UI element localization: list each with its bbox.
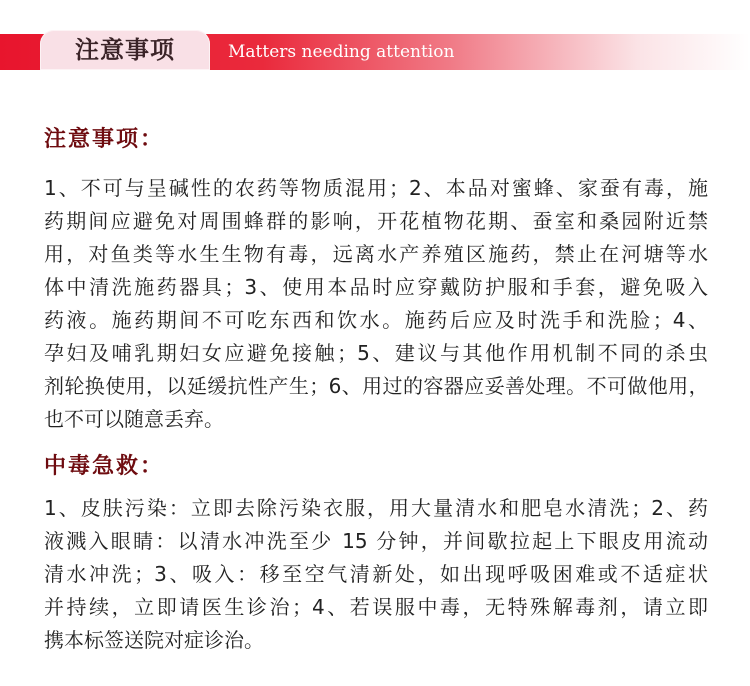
paragraph-line: 用，对鱼类等水生生物有毒，远离水产养殖区施药，禁止在河塘等水: [44, 242, 708, 266]
section-heading-first-aid: 中毒急救：: [44, 454, 165, 479]
paragraph-line: 也不可以随意丢弃。: [44, 407, 224, 431]
paragraph-line: 液溅入眼睛：以清水冲洗至少 15 分钟，并间歇拉起上下眼皮用流动: [44, 529, 708, 553]
banner-subtitle: Matters needing attention: [228, 42, 455, 62]
paragraph-line: 清水冲洗；3、吸入：移至空气清新处，如出现呼吸困难或不适症状: [44, 562, 708, 586]
paragraph-line: 1、不可与呈碱性的农药等物质混用；2、本品对蜜蜂、家蚕有毒，施: [44, 176, 708, 200]
banner-title: 注意事项: [75, 36, 175, 64]
paragraph-line: 药期间应避免对周围蜂群的影响，开花植物花期、蚕室和桑园附近禁: [44, 209, 708, 233]
paragraph-line: 孕妇及哺乳期妇女应避免接触；5、建议与其他作用机制不同的杀虫: [44, 341, 708, 365]
paragraph-line: 体中清洗施药器具；3、使用本品时应穿戴防护服和手套，避免吸入: [44, 275, 708, 299]
paragraph-line: 1、皮肤污染：立即去除污染衣服，用大量清水和肥皂水清洗；2、药: [44, 496, 708, 520]
paragraph-line: 并持续，立即请医生诊治；4、若误服中毒，无特殊解毒剂，请立即: [44, 595, 708, 619]
paragraph-line: 剂轮换使用，以延缓抗性产生；6、用过的容器应妥善处理。不可做他用，: [44, 374, 708, 398]
paragraph-line: 携本标签送院对症诊治。: [44, 628, 264, 652]
paragraph-line: 药液。施药期间不可吃东西和饮水。施药后应及时洗手和洗脸；4、: [44, 308, 708, 332]
section-heading-precautions: 注意事项：: [44, 127, 165, 152]
